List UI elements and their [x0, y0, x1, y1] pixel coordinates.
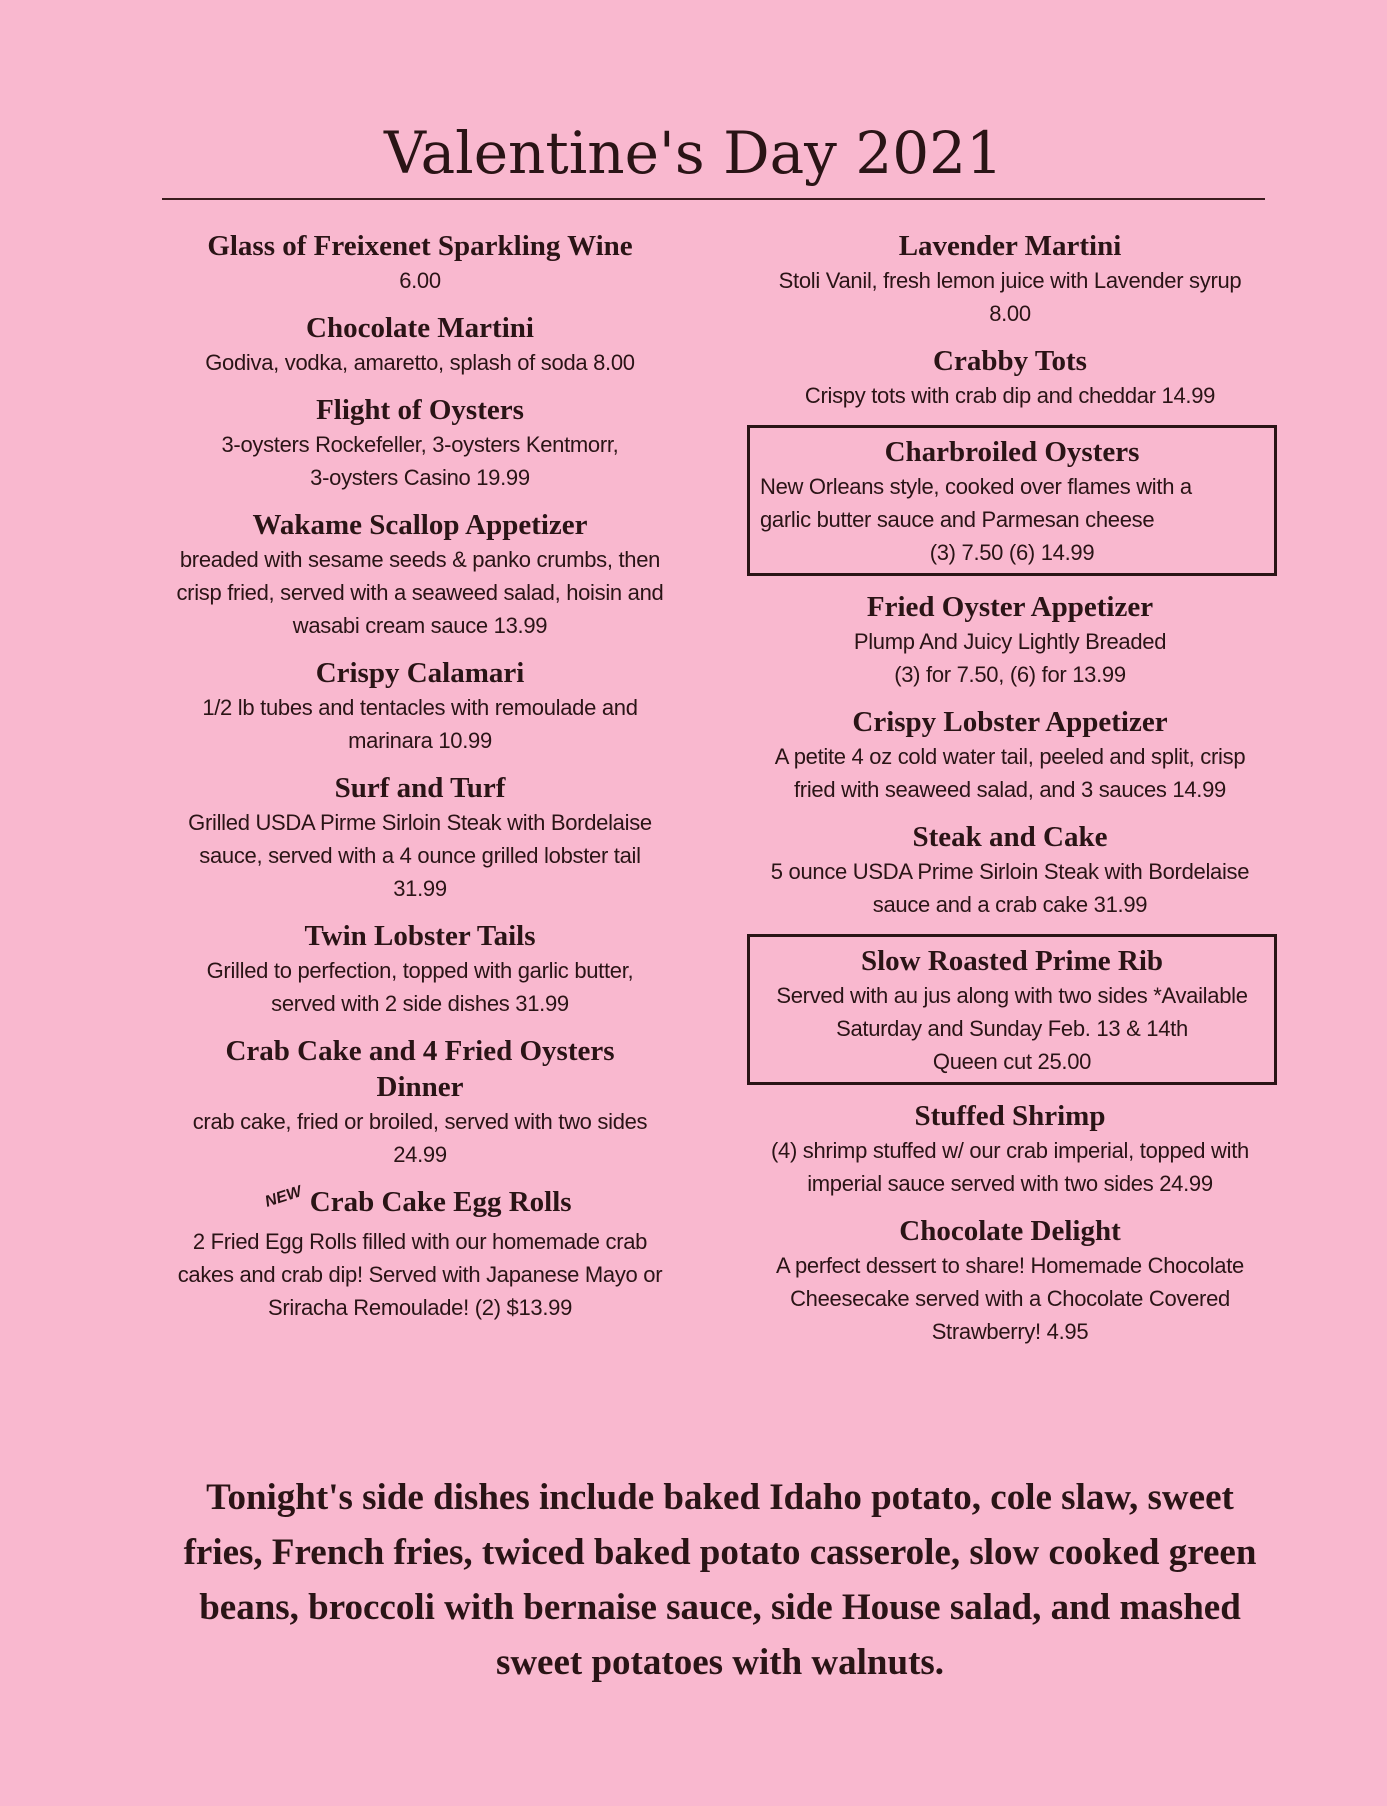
menu-item [745, 1098, 1275, 1200]
item-description: (3) for 7.50, (6) for 13.99 [894, 662, 1126, 687]
item-description: Queen cut 25.00 [932, 1049, 1092, 1074]
item-description: served with 2 side dishes 31.99 [271, 991, 569, 1016]
item-description: sauce, served with a 4 ounce grilled lobster tail [199, 843, 641, 868]
right-column [745, 228, 1275, 1361]
item-description: Cheesecake served with a Chocolate Covered [790, 1286, 1230, 1311]
item-description: Godiva, vodka, amaretto, splash of soda 8.00 [205, 350, 635, 375]
item-name: Crab Cake and 4 Fried Oysters [225, 1035, 615, 1067]
item-description: (4) shrimp stuffed w/ our crab imperial, topped with [771, 1138, 1249, 1163]
item-name: Wakame Scallop Appetizer [252, 509, 588, 541]
item-description: marinara 10.99 [348, 728, 492, 753]
side-dishes-note: Tonight's side dishes include baked Idaho potato, cole slaw, sweet fries, French fries, twiced baked potato casserole, slow cooked green beans, broccoli with bernaise sauce, side House salad, and mashed sweet potatoes with walnuts. [183, 1477, 1257, 1683]
item-name: Surf and Turf [334, 772, 506, 804]
item-description: 1/2 lb tubes and tentacles with remoulade and [202, 695, 638, 720]
item-description: Served with au jus along with two sides *Available [776, 983, 1248, 1008]
item-name: Crispy Calamari [315, 657, 525, 689]
item-description: 2 Fried Egg Rolls filled with our homemade crab [192, 1229, 648, 1254]
item-description: Crispy tots with crab dip and cheddar 14.99 [804, 383, 1216, 408]
item-description: 3-oysters Rockefeller, 3-oysters Kentmorr, [221, 432, 619, 457]
item-description: wasabi cream sauce 13.99 [292, 613, 548, 638]
item-description: 8.00 [989, 301, 1031, 326]
item-description: Strawberry! 4.95 [931, 1319, 1089, 1344]
item-description: Stoli Vanil, fresh lemon juice with Lavender syrup [778, 268, 1242, 293]
featured-item-box [747, 934, 1277, 1085]
item-description: A petite 4 oz cold water tail, peeled and split, crisp [774, 744, 1246, 769]
menu-item [150, 770, 690, 905]
menu-item [150, 507, 690, 642]
item-name: Slow Roasted Prime Rib [860, 945, 1164, 977]
item-description: crisp fried, served with a seaweed salad, hoisin and [176, 580, 664, 605]
menu-item [745, 1213, 1275, 1348]
item-description: 31.99 [393, 876, 447, 901]
item-name: Chocolate Martini [306, 312, 534, 344]
item-name: Fried Oyster Appetizer [866, 591, 1154, 623]
item-name: Crab Cake Egg Rolls [309, 1186, 572, 1218]
new-badge: NEW [263, 1183, 305, 1211]
title-divider [162, 198, 1265, 200]
menu-item [150, 228, 690, 297]
item-description: Saturday and Sunday Feb. 13 & 14th [836, 1016, 1188, 1041]
item-name: Twin Lobster Tails [304, 920, 536, 952]
featured-item-box [747, 425, 1277, 576]
menu-item [150, 655, 690, 757]
menu-item [150, 1184, 690, 1324]
item-description: 24.99 [393, 1142, 447, 1167]
left-column [150, 228, 690, 1337]
item-description: 3-oysters Casino 19.99 [310, 465, 530, 490]
menu-item [745, 589, 1275, 691]
item-name: Steak and Cake [912, 821, 1108, 853]
item-description: Plump And Juicy Lightly Breaded [853, 629, 1167, 654]
item-description: garlic butter sauce and Parmesan cheese [760, 507, 1155, 532]
item-name: Charbroiled Oysters [884, 436, 1140, 468]
item-name: Lavender Martini [898, 230, 1122, 262]
item-description: crab cake, fried or broiled, served with two sides [192, 1109, 648, 1134]
item-name: Stuffed Shrimp [914, 1100, 1106, 1132]
item-description: Sriracha Remoulade! (2) $13.99 [267, 1295, 573, 1320]
menu-item [150, 918, 690, 1020]
item-description: Grilled USDA Pirme Sirloin Steak with Bordelaise [188, 810, 652, 835]
item-description: fried with seaweed salad, and 3 sauces 14.99 [794, 777, 1226, 802]
item-name: Flight of Oysters [316, 394, 524, 426]
item-description: breaded with sesame seeds & panko crumbs, then [179, 547, 661, 572]
item-description: 6.00 [399, 268, 441, 293]
item-name-continued: Dinner [376, 1071, 464, 1103]
item-description: 5 ounce USDA Prime Sirloin Steak with Bordelaise [770, 859, 1250, 884]
item-description: (3) 7.50 (6) 14.99 [929, 540, 1095, 565]
item-description: sauce and a crab cake 31.99 [872, 892, 1148, 917]
item-description: New Orleans style, cooked over flames with a [760, 474, 1192, 499]
menu-item [745, 343, 1275, 412]
menu-item [745, 704, 1275, 806]
item-description: Grilled to perfection, topped with garlic butter, [206, 958, 634, 983]
menu-item [150, 392, 690, 494]
menu-item [745, 819, 1275, 921]
item-description: A perfect dessert to share! Homemade Chocolate [775, 1253, 1244, 1278]
menu-item [150, 1033, 690, 1171]
menu-title: Valentine's Day 2021 [384, 119, 1003, 187]
item-name: Glass of Freixenet Sparkling Wine [207, 230, 633, 262]
menu-item [745, 228, 1275, 330]
item-description: imperial sauce served with two sides 24.99 [807, 1171, 1213, 1196]
item-name: Chocolate Delight [899, 1215, 1121, 1247]
item-name: Crabby Tots [933, 345, 1087, 377]
menu-item [150, 310, 690, 379]
item-description: cakes and crab dip! Served with Japanese Mayo or [177, 1262, 663, 1287]
item-name: Crispy Lobster Appetizer [852, 706, 1168, 738]
